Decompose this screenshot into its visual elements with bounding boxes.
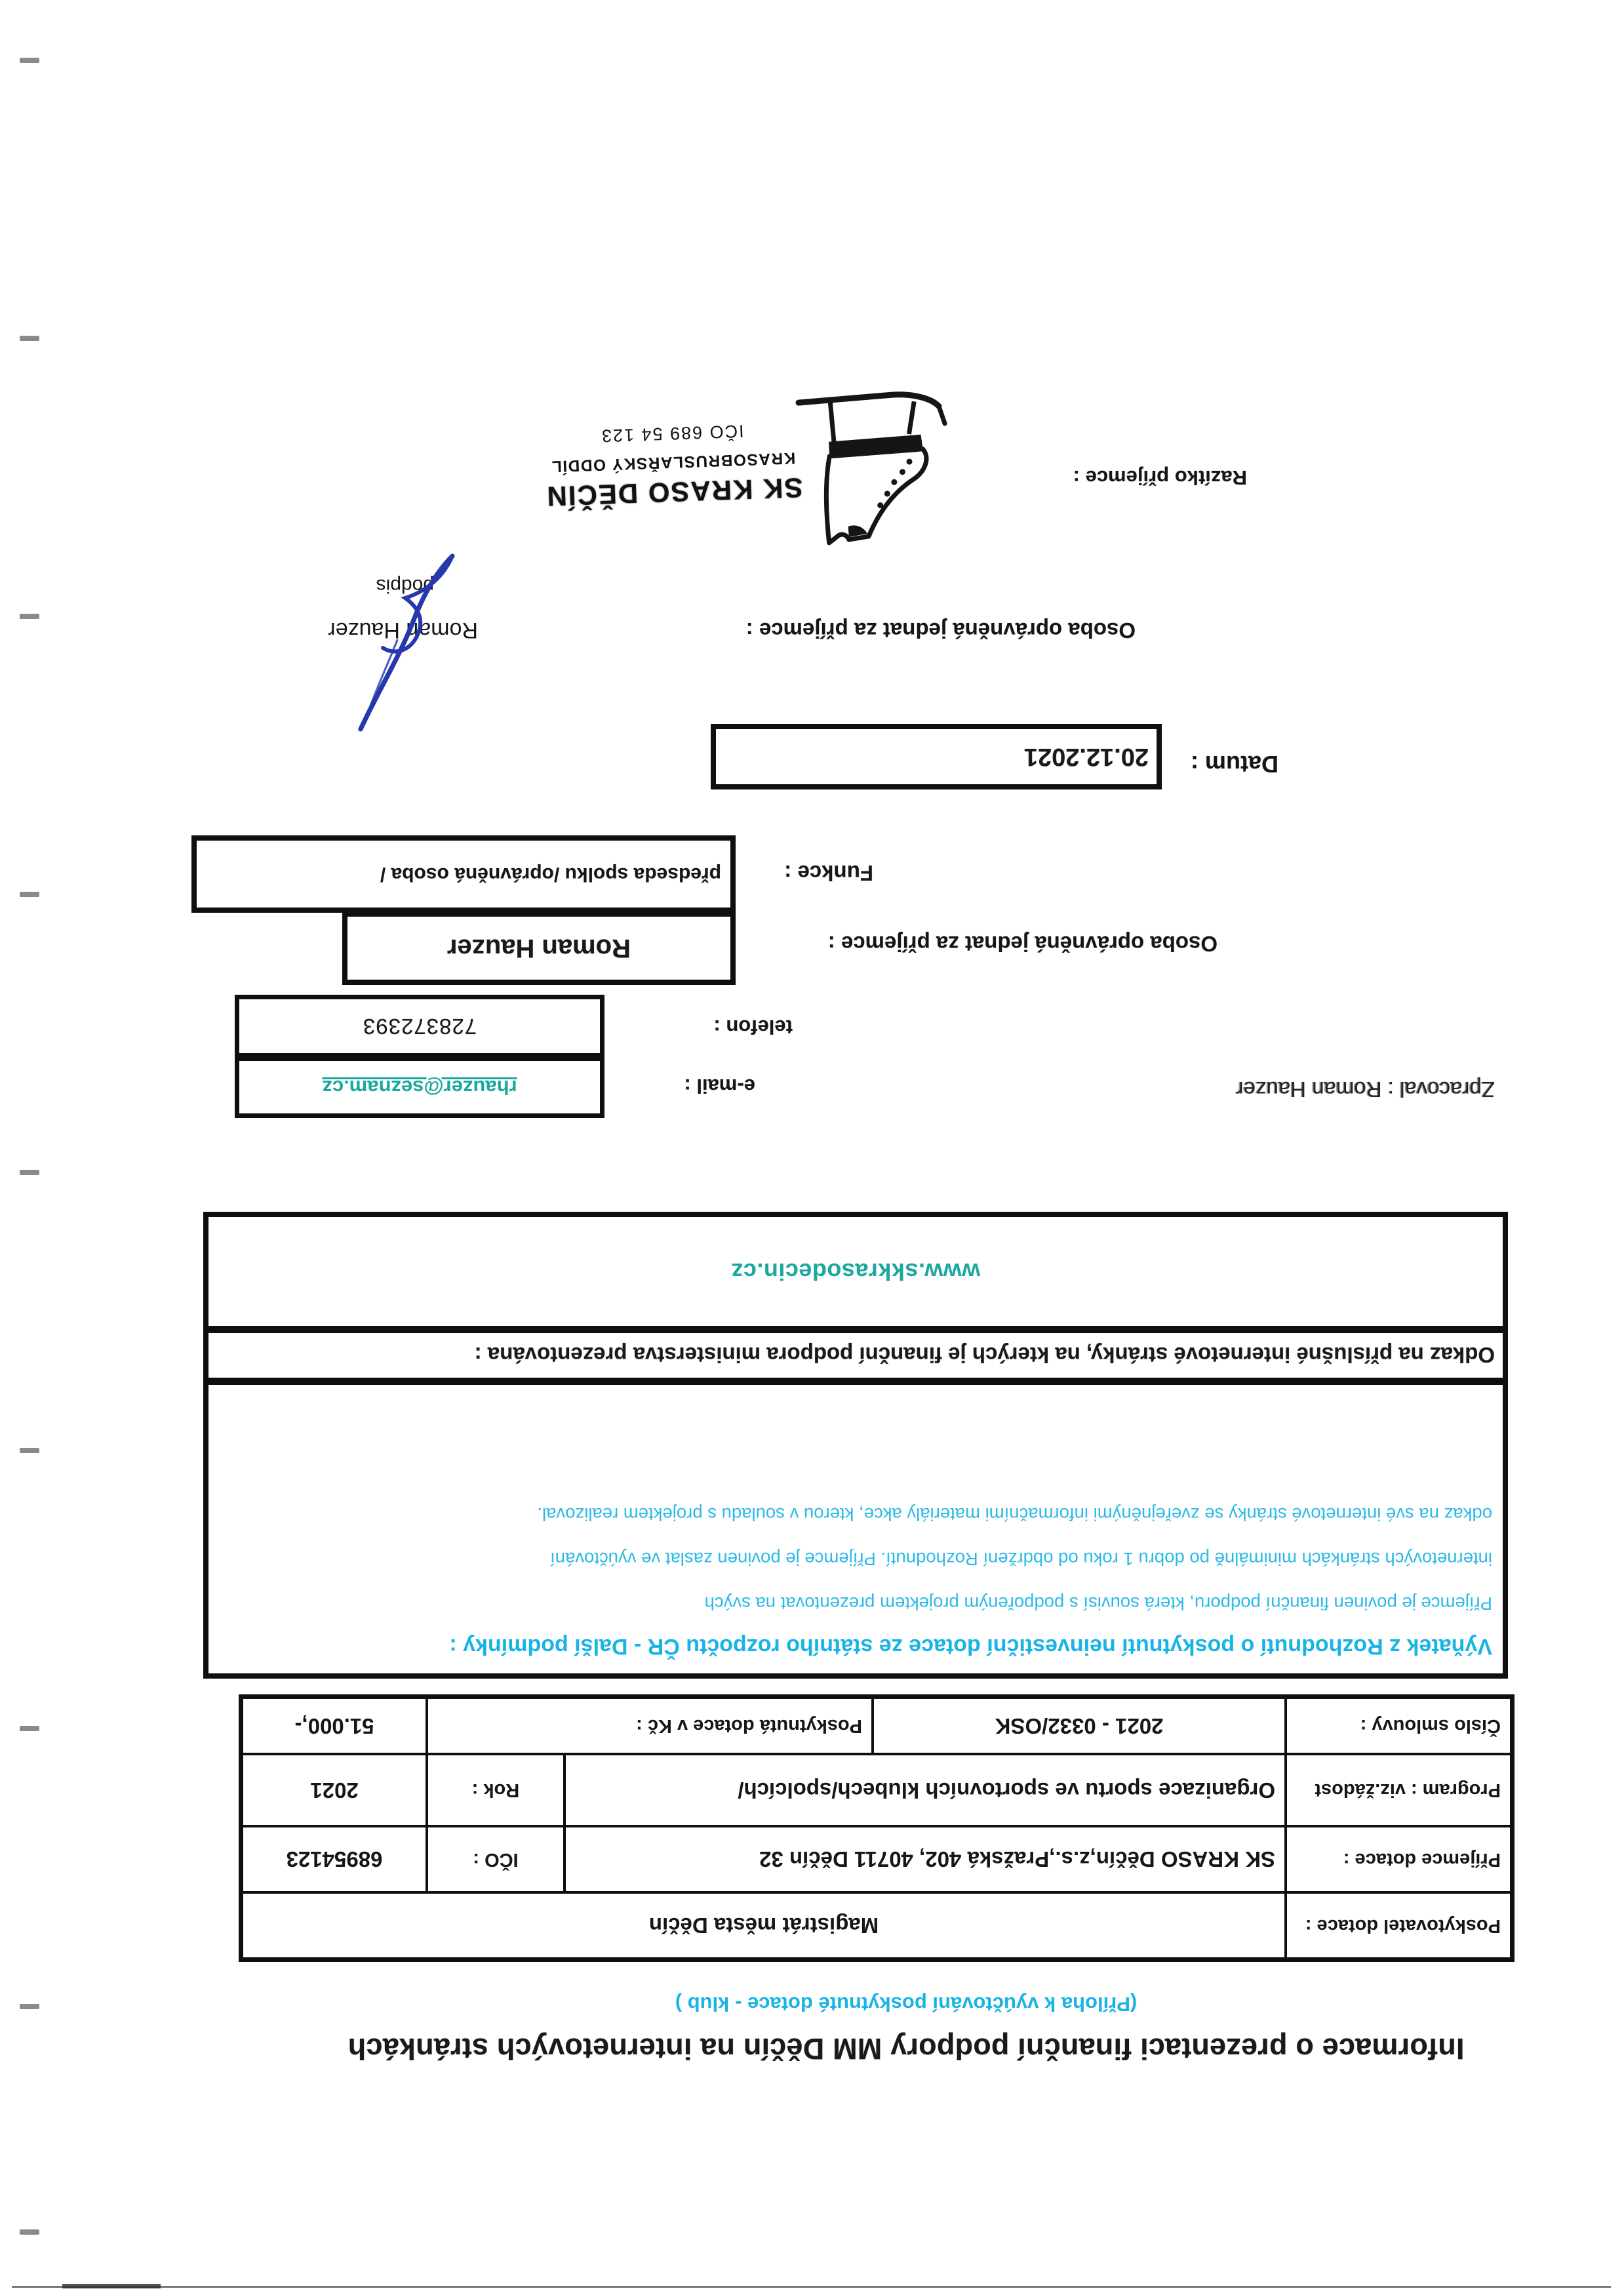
year-value: 2021	[243, 1755, 428, 1825]
email-label: e-mail :	[684, 1075, 755, 1098]
provider-value: Magistrát města Děčín	[243, 1894, 1287, 1957]
scan-edge-mark	[20, 2004, 39, 2009]
table-row	[243, 1699, 1510, 1755]
phone-label: telefon :	[713, 1016, 793, 1039]
ice-skate-icon	[768, 363, 972, 559]
ico-value: 68954123	[243, 1827, 428, 1891]
stamp-division: KRASOBRUSLAŘSKÝ ODDÍL	[550, 449, 796, 475]
excerpt-line: Příjemce je povinen finanční podporu, která souvisí s podpořeným projektem prezentovat na svých	[704, 1593, 1492, 1614]
prepared-by: Zpracoval : Roman Hauzer	[1236, 1077, 1495, 1102]
table-row	[243, 1894, 1510, 1957]
scan-edge-mark	[20, 1170, 39, 1175]
email-box	[235, 1056, 604, 1118]
date-label: Datum :	[1191, 751, 1278, 778]
scan-bottom-blob	[62, 2284, 161, 2288]
table-row	[243, 1827, 1510, 1894]
scan-edge-mark	[20, 58, 39, 63]
excerpt-heading: Výňatek z Rozhodnutí o poskytnutí neinvestiční dotace ze státního rozpočtu ČR - Další podmínky :	[449, 1634, 1492, 1659]
function-box	[191, 835, 736, 913]
page-title: Informace o prezentaci finanční podpory MM Děčín na internetových stránkách	[347, 2032, 1465, 2066]
scan-edge-mark	[20, 336, 39, 341]
contract-label: Číslo smlouvy :	[1360, 1715, 1501, 1737]
authorized-person-name: Roman Hauzer	[446, 934, 631, 963]
date-value: 20.12.2021	[1023, 743, 1149, 771]
recipient-value: SK KRASO Děčín,z.s.,Pražská 402, 40711 Děčín 32	[566, 1827, 1287, 1891]
email-value: rhauzer@seznam.cz	[322, 1076, 517, 1099]
website-section-header: Odkaz na příslušné internetové stránky, na kterých je finanční podpora ministerstva prezentována :	[208, 1326, 1503, 1385]
signature-caption: podpis	[376, 575, 434, 597]
decision-excerpt-box	[203, 1212, 1508, 1679]
authorized-person-box	[342, 911, 736, 985]
grant-info-table	[239, 1694, 1515, 1962]
signature-person-label: Osoba oprávněná jednat za příjemce :	[745, 618, 1136, 643]
function-label: Funkce :	[784, 861, 873, 885]
year-label: Rok :	[428, 1755, 566, 1825]
scan-edge-mark	[20, 1448, 39, 1453]
scan-edge-mark	[20, 614, 39, 619]
phone-box	[235, 995, 604, 1058]
handwritten-signature	[303, 544, 486, 734]
phone-value: 728372393	[362, 1014, 477, 1039]
signature-printed-name: Roman Hauzer	[328, 618, 478, 643]
table-row	[243, 1755, 1510, 1827]
date-box	[711, 724, 1162, 789]
amount-value: 51.000,-	[243, 1699, 428, 1753]
ico-label: IČO :	[428, 1827, 566, 1891]
excerpt-text-block	[208, 1385, 1503, 1673]
recipient-label: Příjemce dotace :	[1343, 1849, 1501, 1870]
club-website-link: www.skkrasodecin.cz	[730, 1258, 981, 1285]
function-value: předseda spolku /oprávněná osoba /	[380, 864, 721, 885]
excerpt-line: internetových stránkách minimálně po dobru 1 roku od obdržení Rozhodnutí. Příjemce je povinen zaslat ve vyúčtování	[550, 1549, 1492, 1569]
scan-bottom-line	[12, 2286, 1611, 2288]
amount-label: Poskytnutá dotace v Kč :	[428, 1699, 874, 1753]
scan-edge-mark	[20, 892, 39, 897]
scan-edge-mark	[20, 1726, 39, 1731]
excerpt-line: odkaz na své internetové stránky se zveřejněnými informačními materiály akce, kterou v souladu s projektem realizoval.	[537, 1504, 1492, 1525]
stamp-ico: IČO 689 54 123	[600, 421, 745, 446]
scan-edge-mark	[20, 2229, 39, 2235]
contract-value: 2021 - 0332/OSK	[874, 1699, 1287, 1753]
website-section	[208, 1217, 1503, 1326]
stamp-label: Razítko příjemce :	[1073, 466, 1247, 489]
stamp-club-name: SK KRASO DĚČÍN	[545, 472, 804, 512]
program-label: Program : viz.žádost	[1315, 1780, 1501, 1801]
program-value: Organizace sportu ve sportovních klubech/spolcích/	[566, 1755, 1287, 1825]
provider-label: Poskytovatel dotace :	[1305, 1915, 1501, 1936]
authorized-person-label: Osoba oprávněná jednat za příjemce :	[827, 932, 1218, 956]
page-subtitle: (Příloha k vyúčtování poskytnuté dotace - klub )	[675, 1993, 1138, 2016]
